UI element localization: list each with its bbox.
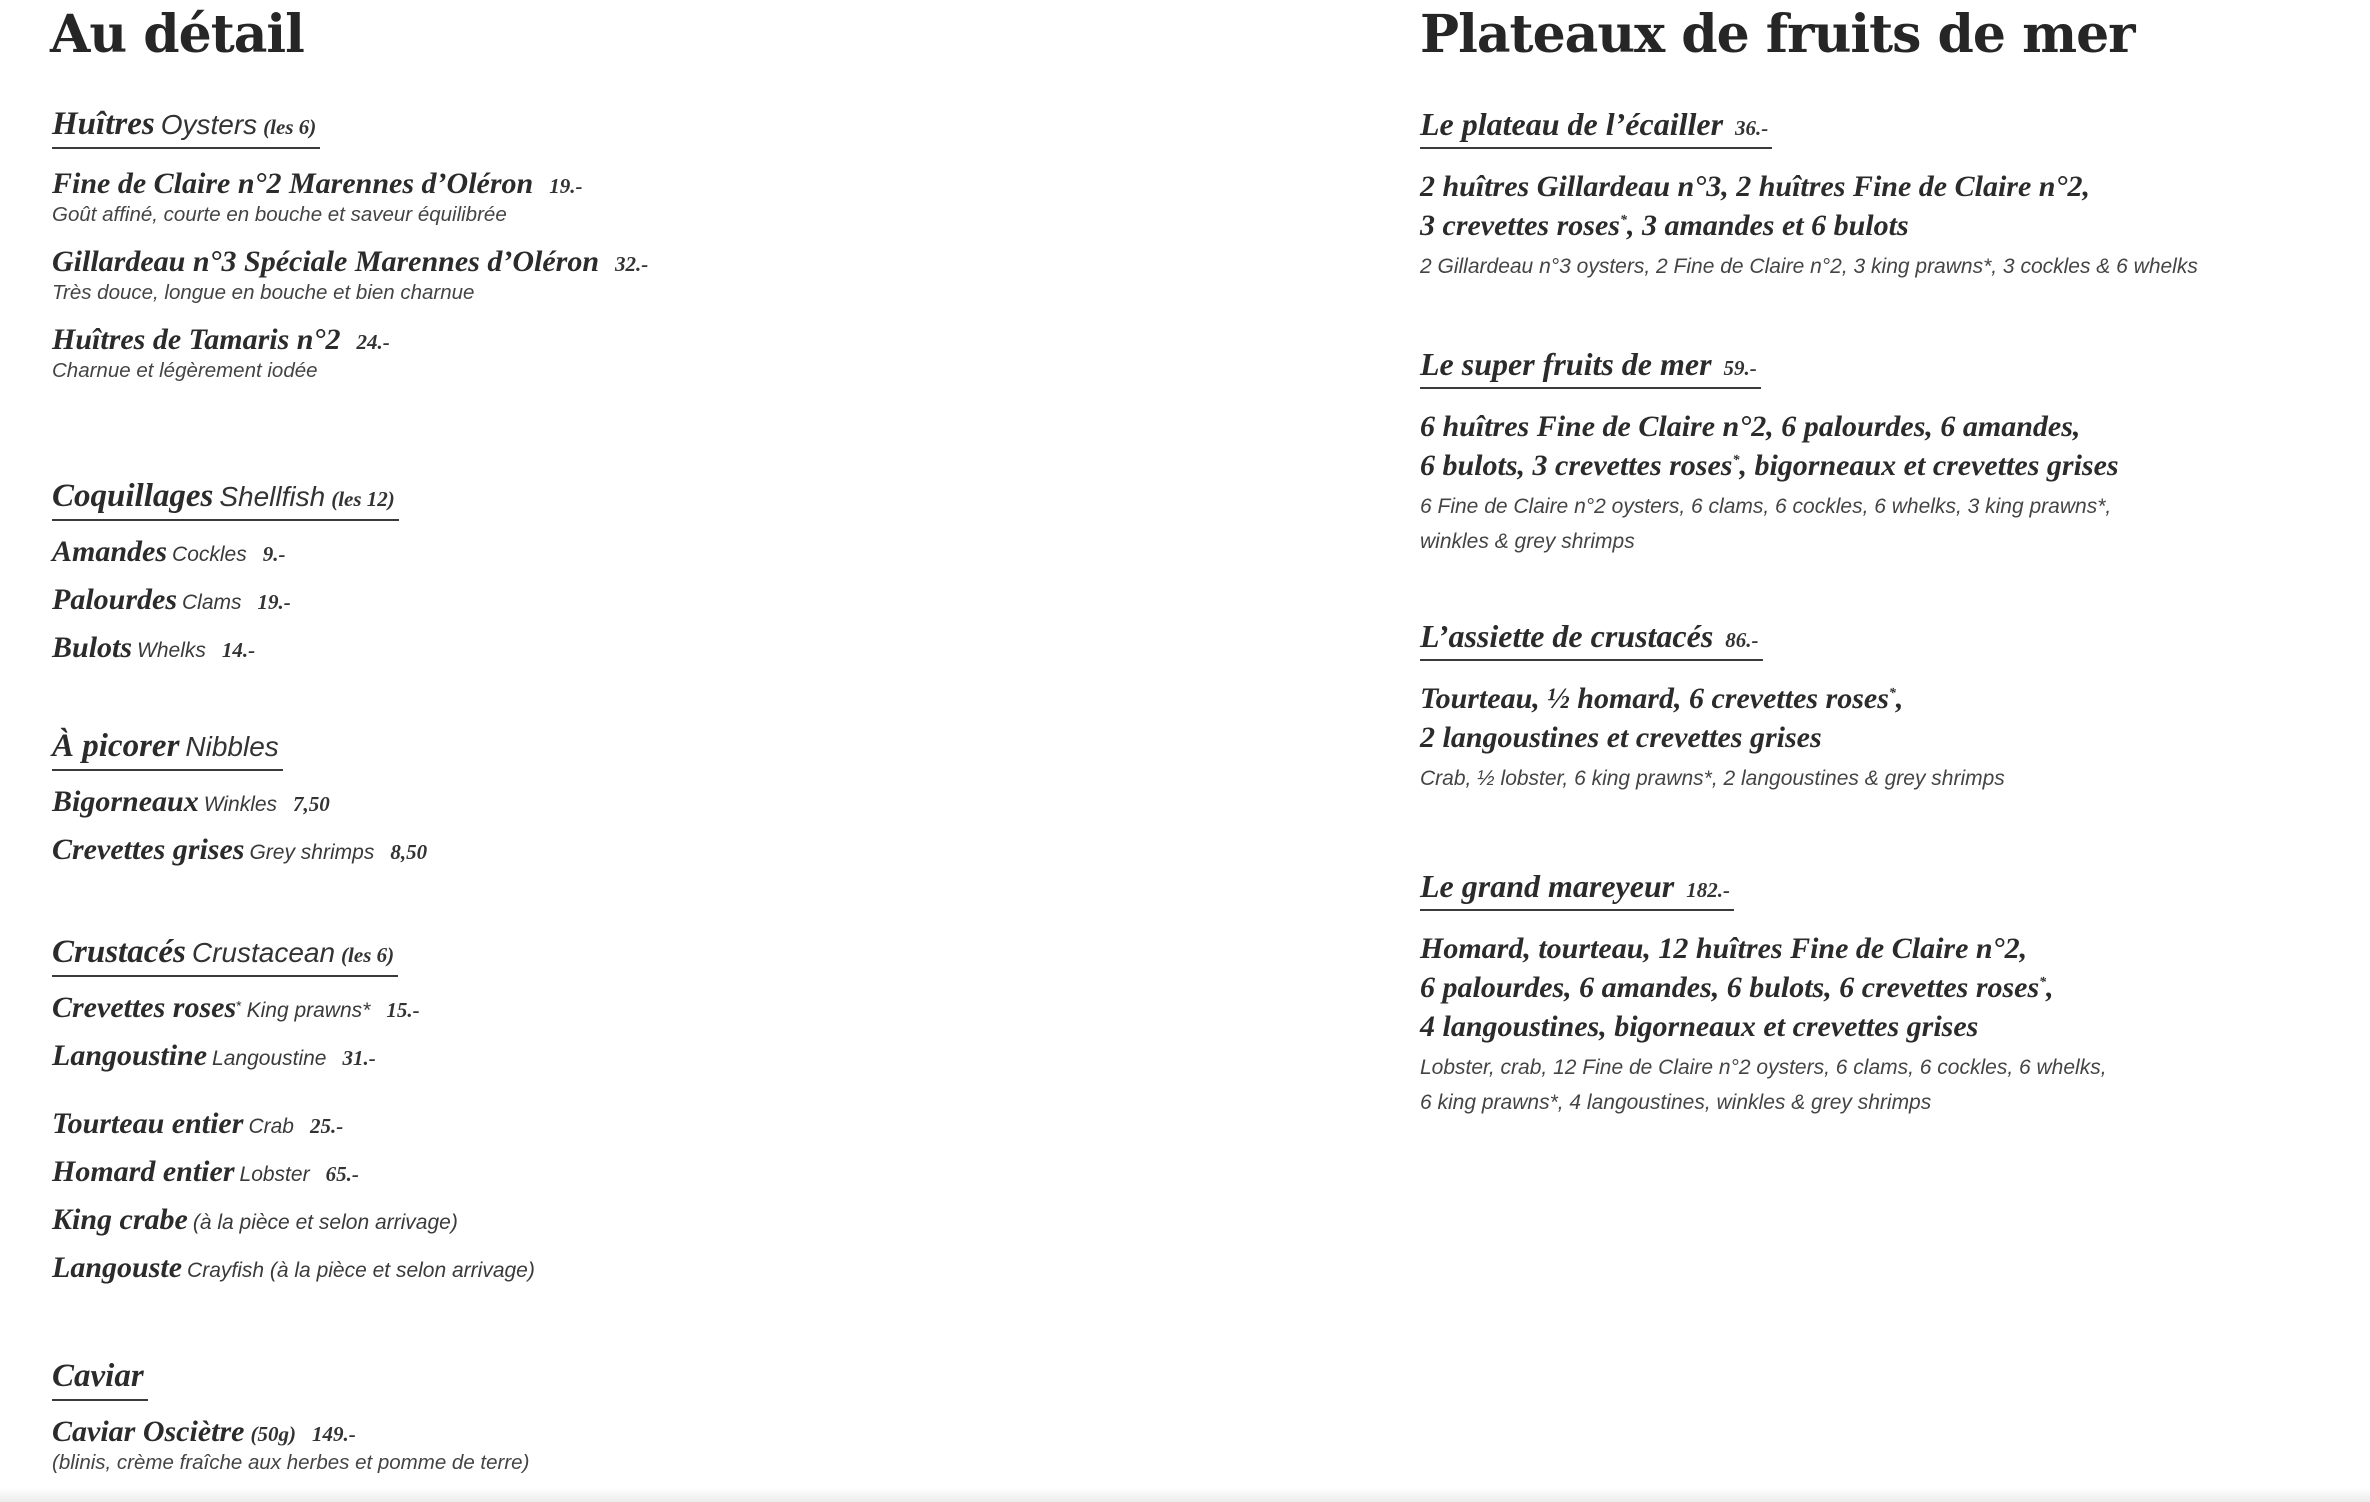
item-english: Crayfish (à la pièce et selon arrivage) xyxy=(187,1259,535,1282)
item-name: Huîtres de Tamaris n°2 xyxy=(52,323,341,356)
menu-item xyxy=(52,583,399,617)
section-quantity: (les 6) xyxy=(263,115,317,139)
menu-item xyxy=(52,245,648,305)
asterisk-mark: * xyxy=(1732,453,1740,468)
menu-item xyxy=(52,1251,535,1285)
platter-contents-en-line: Crab, ½ lobster, 6 king prawns*, 2 langoustines & grey shrimps xyxy=(1420,767,2005,790)
section-title-en: Nibbles xyxy=(185,731,279,762)
platter-heading xyxy=(1420,346,1761,389)
platter-item xyxy=(1420,868,2107,1120)
platter-price: 86.- xyxy=(1725,628,1759,652)
platter-name: L’assiette de crustacés xyxy=(1420,618,1714,654)
platter-heading xyxy=(1420,868,1734,911)
item-price: 32.- xyxy=(615,252,649,276)
platter-contents-en xyxy=(1420,1050,2107,1120)
menu-item xyxy=(52,631,399,665)
platter-contents-fr-line: 3 crevettes roses*, 3 amandes et 6 bulots xyxy=(1420,209,1909,242)
platter-item xyxy=(1420,106,2198,284)
menu-item xyxy=(52,991,535,1025)
asterisk-mark: * xyxy=(2039,975,2047,990)
item-name: Homard entier xyxy=(52,1155,235,1188)
item-english: (à la pièce et selon arrivage) xyxy=(192,1211,458,1234)
asterisk-mark: * xyxy=(1619,213,1627,228)
menu-item xyxy=(52,1155,535,1189)
platter-price: 36.- xyxy=(1735,116,1769,140)
item-name: Crevettes grises xyxy=(52,833,245,866)
platter-contents-fr xyxy=(1420,407,2119,485)
shellfish-section xyxy=(52,478,399,665)
shellfish-heading xyxy=(52,478,399,521)
section-quantity: (les 6) xyxy=(341,943,395,967)
item-quantity: (50g) xyxy=(250,1422,296,1446)
section-title-en: Shellfish xyxy=(219,481,326,512)
section-title-fr: Caviar xyxy=(52,1358,144,1394)
menu-item xyxy=(52,1039,535,1073)
item-english: Langoustine xyxy=(212,1047,327,1070)
item-name: Fine de Claire n°2 Marennes d’Oléron xyxy=(52,167,534,200)
item-price: 8,50 xyxy=(390,840,428,864)
item-price: 14.- xyxy=(221,638,256,662)
platter-contents-fr-line: Homard, tourteau, 12 huîtres Fine de Claire n°2, xyxy=(1420,932,2028,965)
caviar-section xyxy=(52,1358,529,1475)
item-english: Lobster xyxy=(239,1163,310,1186)
section-quantity: (les 12) xyxy=(331,487,395,511)
page-title-au-detail: Au détail xyxy=(50,4,304,65)
menu-item xyxy=(52,785,427,819)
section-title-en: Crustacean xyxy=(191,937,336,968)
item-name: Amandes xyxy=(52,535,168,568)
platter-name: Le plateau de l’écailler xyxy=(1420,106,1724,142)
platter-contents-fr xyxy=(1420,679,2005,757)
menu-item xyxy=(52,167,648,227)
item-name: Crevettes roses xyxy=(52,991,237,1024)
menu-item xyxy=(52,535,399,569)
menu-item xyxy=(52,833,427,867)
item-name: King crabe xyxy=(52,1203,188,1236)
item-english: Cockles xyxy=(172,543,247,566)
menu-item xyxy=(52,323,648,383)
platter-contents-en-line: winkles & grey shrimps xyxy=(1420,530,1635,553)
platter-price: 59.- xyxy=(1723,356,1757,380)
item-name: Bigorneaux xyxy=(52,785,199,818)
item-english: King prawns* xyxy=(246,999,371,1022)
platter-name: Le super fruits de mer xyxy=(1420,346,1712,382)
oysters-section xyxy=(52,106,648,383)
platter-contents-fr-line: Tourteau, ½ homard, 6 crevettes roses*, xyxy=(1420,682,1904,715)
item-price: 24.- xyxy=(356,330,390,354)
section-title-fr: Coquillages xyxy=(52,478,214,514)
asterisk-mark: * xyxy=(236,997,242,1014)
item-english: Crab xyxy=(248,1115,294,1138)
caviar-heading xyxy=(52,1358,148,1401)
item-description: Très douce, longue en bouche et bien charnue xyxy=(52,281,475,304)
platter-item xyxy=(1420,618,2005,796)
platter-contents-en-line: Lobster, crab, 12 Fine de Claire n°2 oysters, 6 clams, 6 cockles, 6 whelks, xyxy=(1420,1056,2107,1079)
platter-contents-en xyxy=(1420,249,2198,284)
crustacean-heading xyxy=(52,934,398,977)
item-price: 149.- xyxy=(311,1422,356,1446)
menu-item xyxy=(52,1203,535,1237)
platter-name: Le grand mareyeur xyxy=(1420,868,1675,904)
section-title-fr: Crustacés xyxy=(52,934,186,970)
nibbles-section xyxy=(52,728,427,867)
section-title-fr: Huîtres xyxy=(52,106,155,142)
item-price: 19.- xyxy=(549,174,583,198)
item-price: 15.- xyxy=(386,998,420,1022)
platter-item xyxy=(1420,346,2119,559)
item-price: 7,50 xyxy=(293,792,330,816)
item-price: 9.- xyxy=(262,542,286,566)
item-name: Langouste xyxy=(52,1251,183,1284)
platter-contents-en xyxy=(1420,489,2119,559)
bottom-shadow xyxy=(0,1488,2370,1502)
item-name: Tourteau entier xyxy=(52,1107,244,1140)
section-title-fr: À picorer xyxy=(52,728,180,764)
platter-contents-fr xyxy=(1420,929,2107,1046)
menu-item xyxy=(52,1107,535,1141)
item-name: Palourdes xyxy=(52,583,178,616)
asterisk-mark: * xyxy=(1888,686,1896,701)
item-english: Winkles xyxy=(203,793,278,816)
platter-heading xyxy=(1420,618,1763,661)
oysters-heading xyxy=(52,106,320,149)
platter-heading xyxy=(1420,106,1772,149)
item-name: Caviar Osciètre xyxy=(52,1415,245,1448)
platter-contents-fr-line: 6 palourdes, 6 amandes, 6 bulots, 6 crevettes roses*, xyxy=(1420,971,2054,1004)
item-description: Goût affiné, courte en bouche et saveur équilibrée xyxy=(52,203,507,226)
item-name: Langoustine xyxy=(52,1039,208,1072)
platter-contents-en-line: 6 Fine de Claire n°2 oysters, 6 clams, 6 cockles, 6 whelks, 3 king prawns*, xyxy=(1420,495,2112,518)
platter-contents-en-line: 6 king prawns*, 4 langoustines, winkles & grey shrimps xyxy=(1420,1091,1932,1114)
item-name: Gillardeau n°3 Spéciale Marennes d’Oléron xyxy=(52,245,600,278)
item-price: 19.- xyxy=(257,590,291,614)
item-english: Clams xyxy=(182,591,242,614)
item-description: (blinis, crème fraîche aux herbes et pomme de terre) xyxy=(52,1451,530,1474)
platter-contents-fr-line: 4 langoustines, bigorneaux et crevettes grises xyxy=(1420,1010,1979,1043)
platter-contents-en-line: 2 Gillardeau n°3 oysters, 2 Fine de Claire n°2, 3 king prawns*, 3 cockles & 6 whelks xyxy=(1420,255,2198,278)
item-english: Whelks xyxy=(137,639,206,662)
platter-contents-fr-line: 6 huîtres Fine de Claire n°2, 6 palourdes, 6 amandes, xyxy=(1420,410,2081,443)
platter-contents-en xyxy=(1420,761,2005,796)
item-price: 65.- xyxy=(325,1162,359,1186)
menu-item xyxy=(52,1415,529,1475)
section-title-en: Oysters xyxy=(160,109,258,140)
item-name: Bulots xyxy=(52,631,133,664)
platter-contents-fr xyxy=(1420,167,2198,245)
page-title-plateaux: Plateaux de fruits de mer xyxy=(1420,4,2135,65)
platter-price: 182.- xyxy=(1686,878,1730,902)
platter-contents-fr-line: 2 langoustines et crevettes grises xyxy=(1420,721,1822,754)
item-price: 31.- xyxy=(342,1046,376,1070)
item-description: Charnue et légèrement iodée xyxy=(52,359,318,382)
nibbles-heading xyxy=(52,728,283,771)
platter-contents-fr-line: 2 huîtres Gillardeau n°3, 2 huîtres Fine de Claire n°2, xyxy=(1420,170,2090,203)
platter-contents-fr-line: 6 bulots, 3 crevettes roses*, bigorneaux et crevettes grises xyxy=(1420,449,2119,482)
item-english: Grey shrimps xyxy=(249,841,375,864)
crustacean-section xyxy=(52,934,535,1285)
item-price: 25.- xyxy=(309,1114,344,1138)
